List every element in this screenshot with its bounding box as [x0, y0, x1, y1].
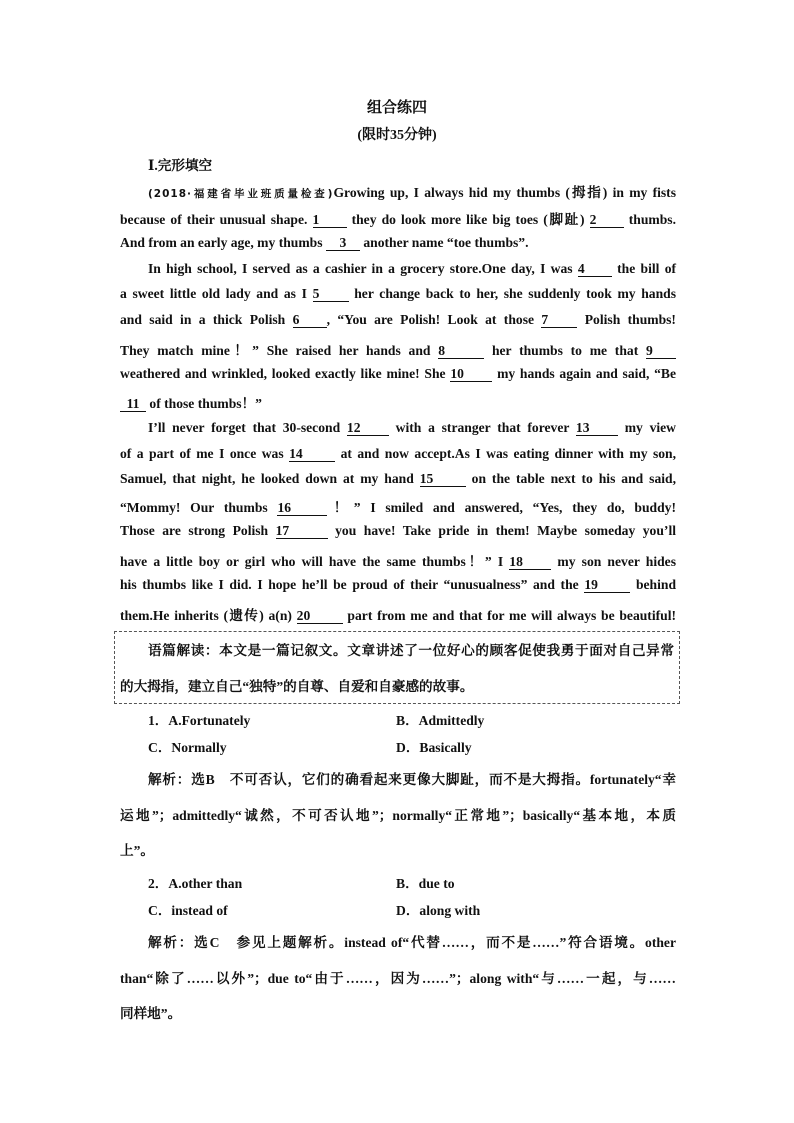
passage-line: and said in a thick Polish 6 , “You are Polish! Look at those 7 Polish thumbs! — [120, 312, 676, 327]
passage-line: (2018·福建省毕业班质量检查)Growing up, I always hid my thumbs (拇指) in my fists — [148, 185, 676, 200]
blank-12: 12 — [347, 421, 389, 436]
blank-11: 11 — [120, 397, 146, 412]
blank-18: 18 — [509, 555, 551, 570]
summary-line: 的大拇指，建立自己“独特”的自尊、自爱和自豪感的故事。 — [120, 679, 474, 694]
time-limit: (限时35分钟) — [357, 128, 437, 143]
blank-17: 17 — [276, 524, 328, 539]
passage-line: them.He inherits (遗传) a(n) 20 part from me and that for me will always be beautiful! — [120, 608, 677, 623]
passage-line: They match mine！” She raised her hands and 8 her thumbs to me that 9 — [120, 339, 676, 359]
passage-line: Samuel, that night, he looked down at my hand 15 on the table next to his and said, — [120, 471, 676, 486]
passage-line: his thumbs like I did. I hope he’ll be proud of their “unusualness” and the 19 behind — [120, 577, 677, 592]
passage-line: I’ll never forget that 30-second 12 with a stranger that forever 13 my view — [148, 420, 676, 435]
blank-1: 1 — [313, 213, 347, 228]
section-heading: Ⅰ.完形填空 — [148, 158, 213, 173]
q2-explanation: 解析：选C 参见上题解析。instead of“代替……，而不是……”符合语境。other — [148, 935, 676, 950]
q1-option-c: C．Normally — [148, 740, 227, 755]
q2-explanation: 同样地”。 — [120, 1006, 182, 1021]
source-label: (2018·福建省毕业班质量检查) — [148, 188, 334, 200]
q2-option-d: D．along with — [396, 903, 481, 918]
blank-5: 5 — [313, 287, 349, 302]
passage-line: Those are strong Polish 17 you have! Take pride in them! Maybe someday you’ll — [120, 523, 676, 538]
blank-9: 9 — [646, 344, 676, 359]
q1-option-a: 1．A.Fortunately — [148, 713, 251, 728]
blank-15: 15 — [420, 472, 466, 487]
blank-8: 8 — [438, 344, 484, 359]
summary-line: 语篇解读：本文是一篇记叙文。文章讲述了一位好心的顾客促使我勇于面对自己异常 — [148, 643, 674, 658]
page-title: 组合练四 — [366, 100, 427, 116]
blank-20: 20 — [297, 609, 343, 624]
blank-16: 16 — [277, 501, 327, 516]
passage-line: a sweet little old lady and as I 5 her change back to her, she suddenly took my hands — [120, 286, 676, 301]
blank-3: 3 — [326, 236, 360, 251]
q1-explanation: 解析：选B 不可否认，它们的确看起来更像大脚趾，而不是大拇指。fortunately“幸 — [148, 772, 676, 787]
blank-10: 10 — [450, 367, 492, 382]
blank-6: 6 — [293, 313, 327, 328]
blank-7: 7 — [541, 313, 577, 328]
passage-line: because of their unusual shape. 1 they do look more like big toes (脚趾) 2 thumbs. — [120, 212, 676, 227]
q1-explanation: 上”。 — [120, 843, 154, 858]
blank-14: 14 — [289, 447, 335, 462]
q2-option-c: C．instead of — [148, 903, 228, 918]
q2-explanation: than“除了……以外”；due to“由于……，因为……”；along with“与……一起，与…… — [120, 971, 676, 986]
passage-line: of a part of me I once was 14 at and now accept.As I was eating dinner with my son, — [120, 446, 677, 461]
q2-option-b: B．due to — [396, 876, 455, 891]
blank-2: 2 — [590, 213, 624, 228]
passage-line: have a little boy or girl who will have the same thumbs！” I 18 my son never hides — [120, 554, 676, 569]
passage-line: 11 of those thumbs！” — [120, 392, 676, 412]
q1-option-d: D．Basically — [396, 740, 472, 755]
q1-explanation: 运地”；admittedly“诚然，不可否认地”；normally“正常地”；basically“基本地，本质 — [120, 808, 676, 823]
passage-line: weathered and wrinkled, looked exactly like mine! She 10 my hands again and said, “Be — [120, 366, 677, 381]
passage-line: In high school, I served as a cashier in a grocery store.One day, I was 4 the bill of — [148, 261, 677, 276]
passage-line: “Mommy! Our thumbs 16 ！” I smiled and answered, “Yes, they do, buddy! — [120, 500, 676, 515]
q2-option-a: 2．A.other than — [148, 876, 243, 891]
passage-line: And from an early age, my thumbs 3 another name “toe thumbs”. — [120, 235, 529, 250]
blank-13: 13 — [576, 421, 618, 436]
blank-4: 4 — [578, 262, 612, 277]
blank-19: 19 — [584, 578, 630, 593]
q1-option-b: B．Admittedly — [396, 713, 485, 728]
